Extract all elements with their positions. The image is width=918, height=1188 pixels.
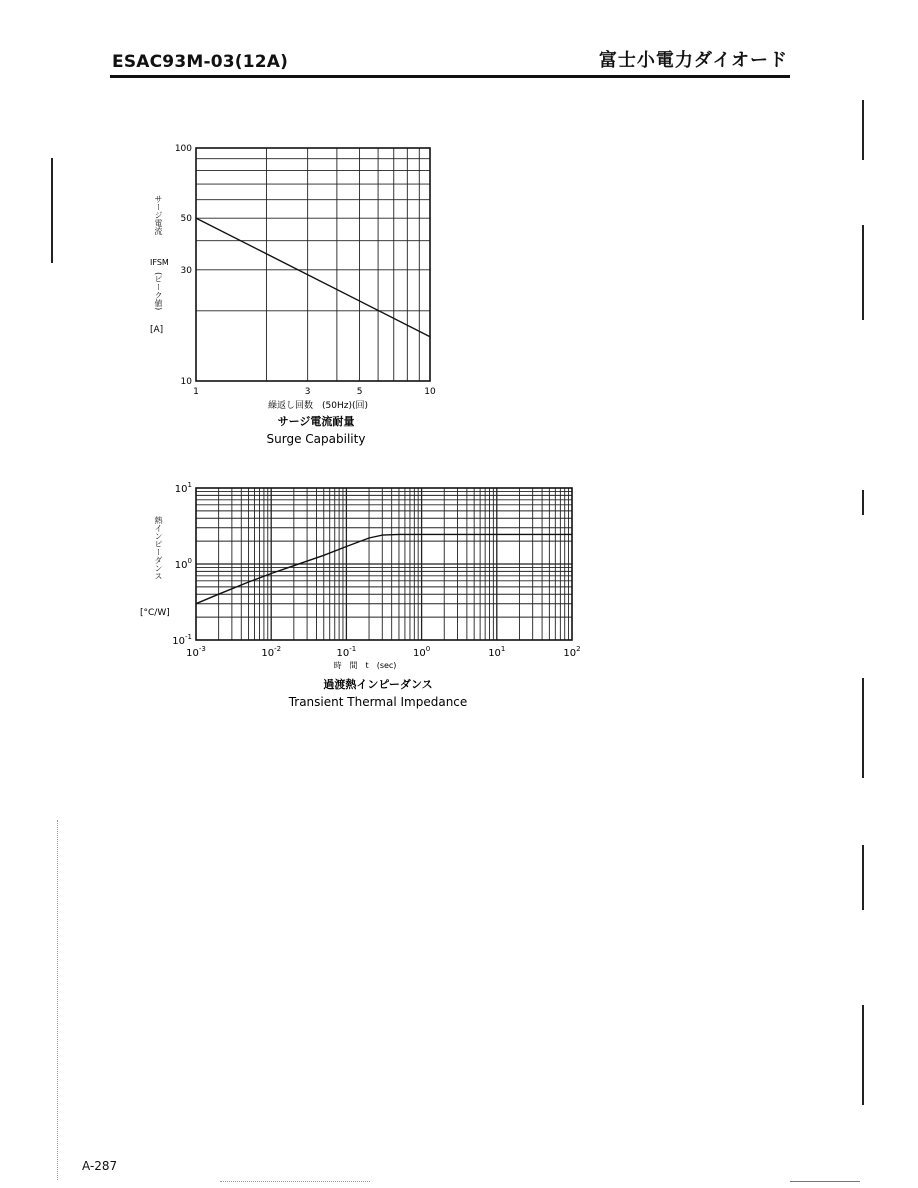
y-tick-label: $10^{-1}$ <box>172 633 192 647</box>
y-tick-label: 100 <box>174 144 192 154</box>
y-tick-label: 10 <box>180 377 192 387</box>
chart1-ylabel-unit: [A] <box>150 325 164 335</box>
chart1-title: サージ電流耐量 <box>277 415 355 428</box>
chart1-xlabel: 繰返し回数 (50Hz)(回) <box>268 401 368 411</box>
chart2-series <box>196 534 572 603</box>
x-tick-label: 5 <box>356 387 363 397</box>
y-tick-label: $10^1$ <box>174 481 192 495</box>
x-tick-label: $10^1$ <box>488 645 506 659</box>
x-tick-label: 3 <box>304 387 311 397</box>
chart2-subtitle: Transient Thermal Impedance <box>288 695 468 709</box>
x-tick-label: $10^{-3}$ <box>186 645 206 659</box>
chart2-ylabel-text: 熱インピーダンス <box>154 516 163 580</box>
y-tick-label: 50 <box>180 214 192 225</box>
part-number: ESAC93M-03(12A) <box>112 52 289 72</box>
x-tick-label: 1 <box>193 387 199 397</box>
chart1-subtitle: Surge Capability <box>266 432 366 446</box>
x-tick-label: 10 <box>424 387 436 397</box>
right-scan-mark-2 <box>862 225 864 320</box>
chart2-ylabel <box>151 516 163 580</box>
series-line <box>196 534 572 603</box>
left-scan-mark <box>51 158 53 263</box>
chart2-ylabel-unit: [°C/W] <box>140 608 170 618</box>
page-number: A-287 <box>82 1159 118 1173</box>
chart1-ylabel-symbol: IFSM <box>150 258 169 267</box>
y-tick-label: $10^0$ <box>174 557 192 571</box>
right-scan-mark-5 <box>862 845 864 910</box>
right-scan-mark-3 <box>862 490 864 515</box>
right-scan-mark-6 <box>862 1005 864 1105</box>
manufacturer-title: 富士小電力ダイオード <box>598 50 788 71</box>
x-tick-label: $10^{-1}$ <box>336 645 357 659</box>
right-scan-mark-4 <box>862 678 864 778</box>
right-scan-mark-1 <box>862 100 864 160</box>
x-tick-label: $10^0$ <box>412 645 431 659</box>
y-tick-label: 30 <box>180 265 192 276</box>
chart1-ylabel-note-text: (ピーク値) <box>154 272 163 311</box>
x-tick-label: $10^{-2}$ <box>261 645 282 659</box>
chart1-ylabel-text: サージ電流 <box>154 195 163 235</box>
x-tick-label: $10^2$ <box>563 645 581 659</box>
bottom-dotted-rule <box>220 1181 370 1182</box>
left-dotted-margin <box>57 820 58 1180</box>
chart2-xlabel: 時 間 t (sec) <box>333 661 397 670</box>
chart2-title: 過渡熱インピーダンス <box>323 678 433 691</box>
chart2-grid <box>196 488 572 640</box>
bottom-right-rule <box>790 1181 860 1182</box>
